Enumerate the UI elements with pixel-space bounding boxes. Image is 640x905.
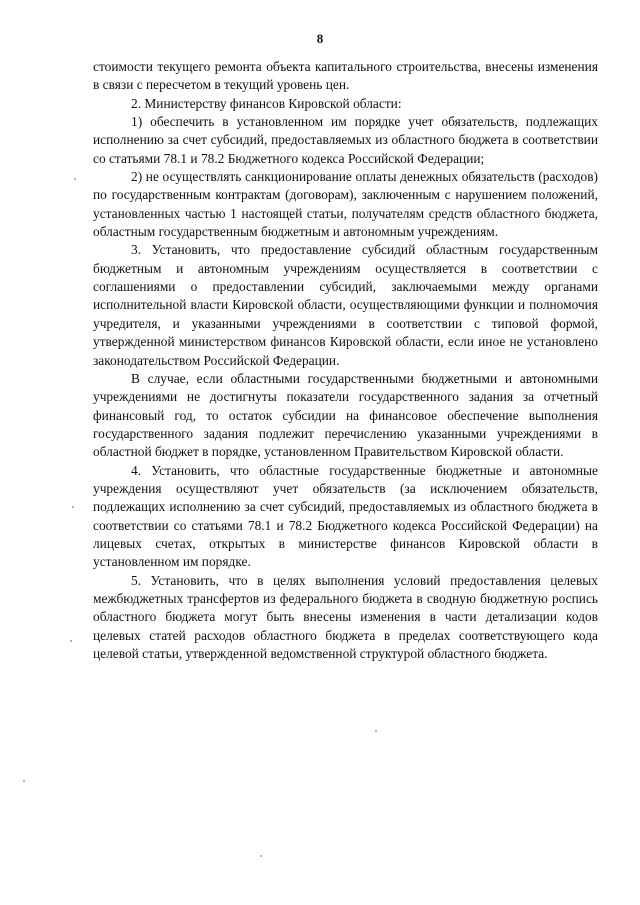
- paragraph-item-4: 4. Установить, что областные государственные бюджетные и автономные учреждения осуществляют учет обязательств (за исключением обязательств, подлежащих исполнению за счет субсидий, предоставляемых из областного бюджета в соответствии со статьями 78.1 и 78.2 Бюджетного кодекса Российской Федерации) на лицевых счетах, открытых в министерстве финансов Кировской области в установленном им порядке.: [93, 462, 598, 570]
- scan-speck: [23, 780, 25, 782]
- paragraph-item-2-2: 2) не осуществлять санкционирование оплаты денежных обязательств (расходов) по государственным контрактам (договорам), заключенным с нарушением положений, установленных частью 1 настоящей статьи, получателям средств областного бюджета, областным государственным бюджетным и автономным учреждениям.: [93, 169, 598, 240]
- scan-speck: [375, 730, 377, 732]
- paragraph-item-3-case: В случае, если областными государственными бюджетными и автономными учреждениями не достигнуты показатели государственного задания за отчетный финансовый год, то остаток субсидии на финансовое обеспечение выполнения государственного задания подлежит перечислению указанными учреждениями в областной бюджет в порядке, установленном Правительством Кировской области.: [93, 370, 598, 460]
- paragraph-continuation: стоимости текущего ремонта объекта капитального строительства, внесены изменения в связи с пересчетом в текущий уровень цен.: [93, 59, 598, 93]
- paragraph-item-2-1: 1) обеспечить в установленном им порядке учет обязательств, подлежащих исполнению за счет субсидий, предоставляемых из областного бюджета в соответствии со статьями 78.1 и 78.2 Бюджетного кодекса Российской Федерации;: [93, 114, 598, 166]
- scan-speck: [260, 855, 262, 857]
- scan-speck: [72, 506, 74, 508]
- scan-speck: [74, 178, 76, 180]
- document-body: [93, 58, 598, 663]
- paragraph-item-5: 5. Установить, что в целях выполнения условий предоставления целевых межбюджетных трансфертов из федерального бюджета в сводную бюджетную роспись областного бюджета могут быть внесены изменения в части детализации кодов целевых статей расходов областного бюджета в пределах соответствующего кода целевой статьи, утвержденной ведомственной структурой областного бюджета.: [93, 572, 598, 661]
- paragraph-item-2: 2. Министерству финансов Кировской области:: [131, 95, 402, 111]
- scan-speck: [70, 640, 72, 642]
- page-number: 8: [316, 31, 324, 46]
- paragraph-item-3: 3. Установить, что предоставление субсидий областным государственным бюджетным и автономным учреждениям осуществляется в соответствии с соглашениями о предоставлении субсидий, заключаемыми между органами исполнительной власти Кировской области, осуществляющими функции и полномочия учредителя, и указанными учреждениями в соответствии с типовой формой, утвержденной министерством финансов Кировской области, если иное не установлено законодательством Российской Федерации.: [93, 242, 598, 368]
